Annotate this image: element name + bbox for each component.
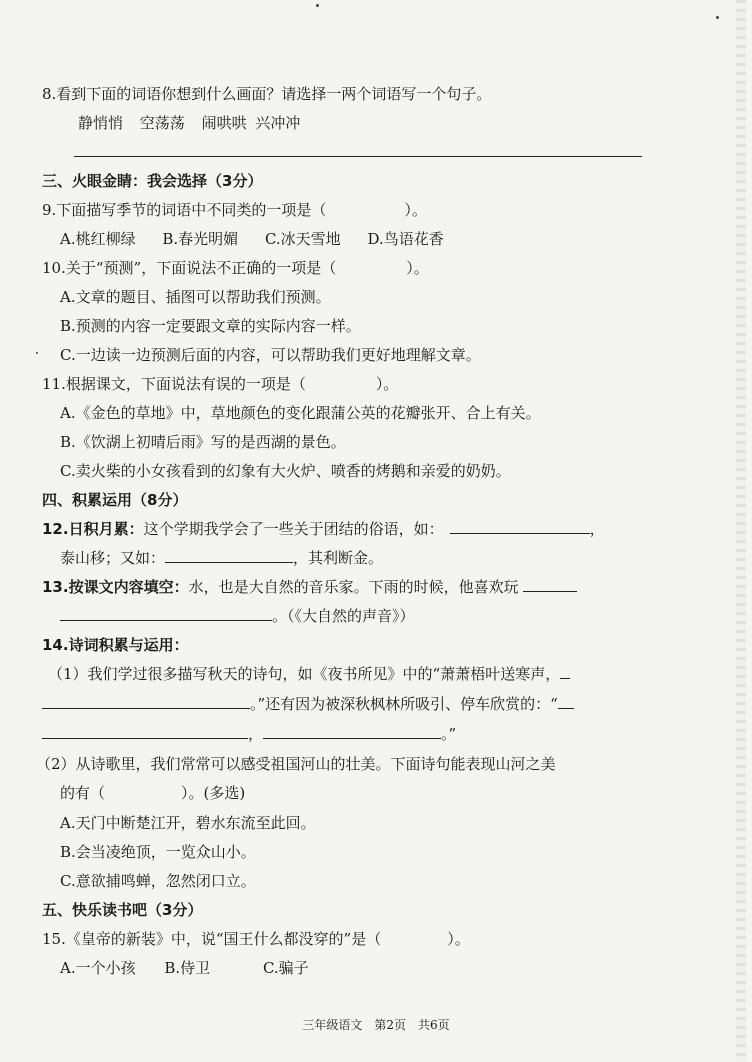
- q14-p1-line3: [42, 724, 456, 744]
- q11-close: ）。: [375, 375, 399, 393]
- q15-close: ）。: [447, 930, 470, 948]
- q15-options: [60, 958, 309, 978]
- q9-close: ）。: [404, 201, 427, 219]
- q14-p1-text2: 。”还有因为被深秋枫林所吸引、停车欣赏的：“: [250, 695, 558, 713]
- q9-option: D.鸟语花香: [367, 230, 444, 248]
- q14-p1-line1: [48, 664, 570, 684]
- page-footer: 三年级语文 第2页 共6页: [302, 1018, 450, 1032]
- q8-prompt: 8.看到下面的词语你想到什么画面？请选择一两个词语写一个句子。: [42, 85, 492, 103]
- q14-option-c: C.意欲捕鸣蝉，忽然闭口立。: [60, 872, 256, 890]
- q12-line2: [60, 548, 383, 568]
- q15-prompt: [42, 929, 470, 949]
- q14-p1-blank-3[interactable]: [558, 694, 574, 709]
- q13-text1: 水，也是大自然的音乐家。下雨的时候，他喜欢玩: [188, 578, 519, 596]
- q15-option: A.一个小孩: [60, 959, 136, 977]
- q14-p1-comma: ，: [248, 725, 264, 743]
- q8-words: [78, 113, 300, 133]
- q14-p1-blank-4[interactable]: [42, 724, 248, 739]
- scan-speck: [316, 4, 319, 7]
- q12-text1: 这个学期我学会了一些关于团结的俗语，如：: [143, 520, 444, 538]
- q14-p1-text1: （1）我们学过很多描写秋天的诗句，如《夜书所见》中的“萧萧梧叶送寒声，: [48, 665, 561, 683]
- q8-word: 闹哄哄: [201, 114, 247, 132]
- q10-close: ）。: [406, 259, 429, 277]
- section4-title: 四、积累运用（8分）: [42, 491, 188, 509]
- q12-comma: ，: [589, 520, 605, 538]
- q11-prompt: [42, 374, 398, 394]
- q14-p1-blank-2[interactable]: [42, 694, 250, 709]
- q14-p1-end: 。”: [441, 725, 457, 743]
- q9-option: A.桃红柳绿: [60, 230, 136, 248]
- scan-speck: [36, 352, 38, 354]
- q14-p2-line1: （2）从诗歌里，我们常常可以感受祖国河山的壮美。下面诗句能表现山河之美: [36, 755, 556, 773]
- scan-speck: [716, 16, 719, 19]
- q13-blank-1[interactable]: [523, 577, 577, 592]
- q10-prompt-text: 10.关于“预测”，下面说法不正确的一项是（: [42, 259, 337, 277]
- q10-option-a: A.文章的题目、插图可以帮助我们预测。: [60, 288, 331, 306]
- q14-option-a: A.天门中断楚江开，碧水东流至此回。: [60, 814, 316, 832]
- q12-blank-1[interactable]: [450, 519, 590, 534]
- q14-p1-blank-5[interactable]: [263, 724, 441, 739]
- q8-answer-line[interactable]: [74, 156, 642, 157]
- q11-option-c: C.卖火柴的小女孩看到的幻象有大火炉、喷香的烤鹅和亲爱的奶奶。: [60, 462, 511, 480]
- q13-line2: [60, 606, 415, 626]
- q14-p2-text2: 的有（: [60, 784, 106, 802]
- q9-prompt-text: 9.下面描写季节的词语中不同类的一项是（: [42, 201, 327, 219]
- q11-option-b: B.《饮湖上初晴后雨》写的是西湖的景色。: [60, 433, 346, 451]
- q8-word: 空荡荡: [139, 114, 185, 132]
- q11-option-a: A.《金色的草地》中，草地颜色的变化跟蒲公英的花瓣张开、合上有关。: [60, 404, 541, 422]
- q8-word: 静悄悄: [78, 114, 124, 132]
- q10-prompt: [42, 258, 429, 278]
- q12-blank-2[interactable]: [165, 548, 293, 563]
- q10-option-c: C.一边读一边预测后面的内容，可以帮助我们更好地理解文章。: [60, 346, 481, 364]
- scan-edge-shadow: [736, 0, 746, 1062]
- q9-options: [60, 229, 444, 249]
- q14-label: 14.诗词积累与运用：: [42, 636, 189, 654]
- q13-text2: 。（《大自然的声音》）: [272, 607, 415, 625]
- q15-option: B.侍卫: [164, 959, 211, 977]
- q9-option: C.冰天雪地: [264, 230, 341, 248]
- q12-text2: 泰山移；又如：: [60, 549, 166, 567]
- section5-title: 五、快乐读书吧（3分）: [42, 901, 203, 919]
- q15-option: C.骗子: [262, 959, 309, 977]
- q13-line1: [42, 577, 577, 597]
- q14-p2-line2: [60, 783, 245, 803]
- q14-p1-blank-1[interactable]: [560, 664, 570, 679]
- q9-option: B.春光明媚: [162, 230, 239, 248]
- q13-label: 13.按课文内容填空：: [42, 578, 189, 596]
- q15-prompt-text: 15.《皇帝的新装》中，说“国王什么都没穿的”是（: [42, 930, 382, 948]
- q8-word: 兴冲冲: [255, 114, 301, 132]
- section3-title: 三、火眼金睛：我会选择（3分）: [42, 172, 263, 190]
- q14-option-b: B.会当凌绝顶，一览众山小。: [60, 843, 256, 861]
- q11-prompt-text: 11.根据课文，下面说法有误的一项是（: [42, 375, 306, 393]
- q12-text3: ，其利断金。: [293, 549, 384, 567]
- q10-option-b: B.预测的内容一定要跟文章的实际内容一样。: [60, 317, 361, 335]
- q12-line1: [42, 519, 605, 539]
- q12-label: 12.日积月累：: [42, 520, 144, 538]
- q14-p1-line2: [42, 694, 574, 714]
- q9-prompt: [42, 200, 427, 220]
- q13-blank-2[interactable]: [60, 606, 272, 621]
- q14-p2-close: ）。(多选): [181, 784, 246, 802]
